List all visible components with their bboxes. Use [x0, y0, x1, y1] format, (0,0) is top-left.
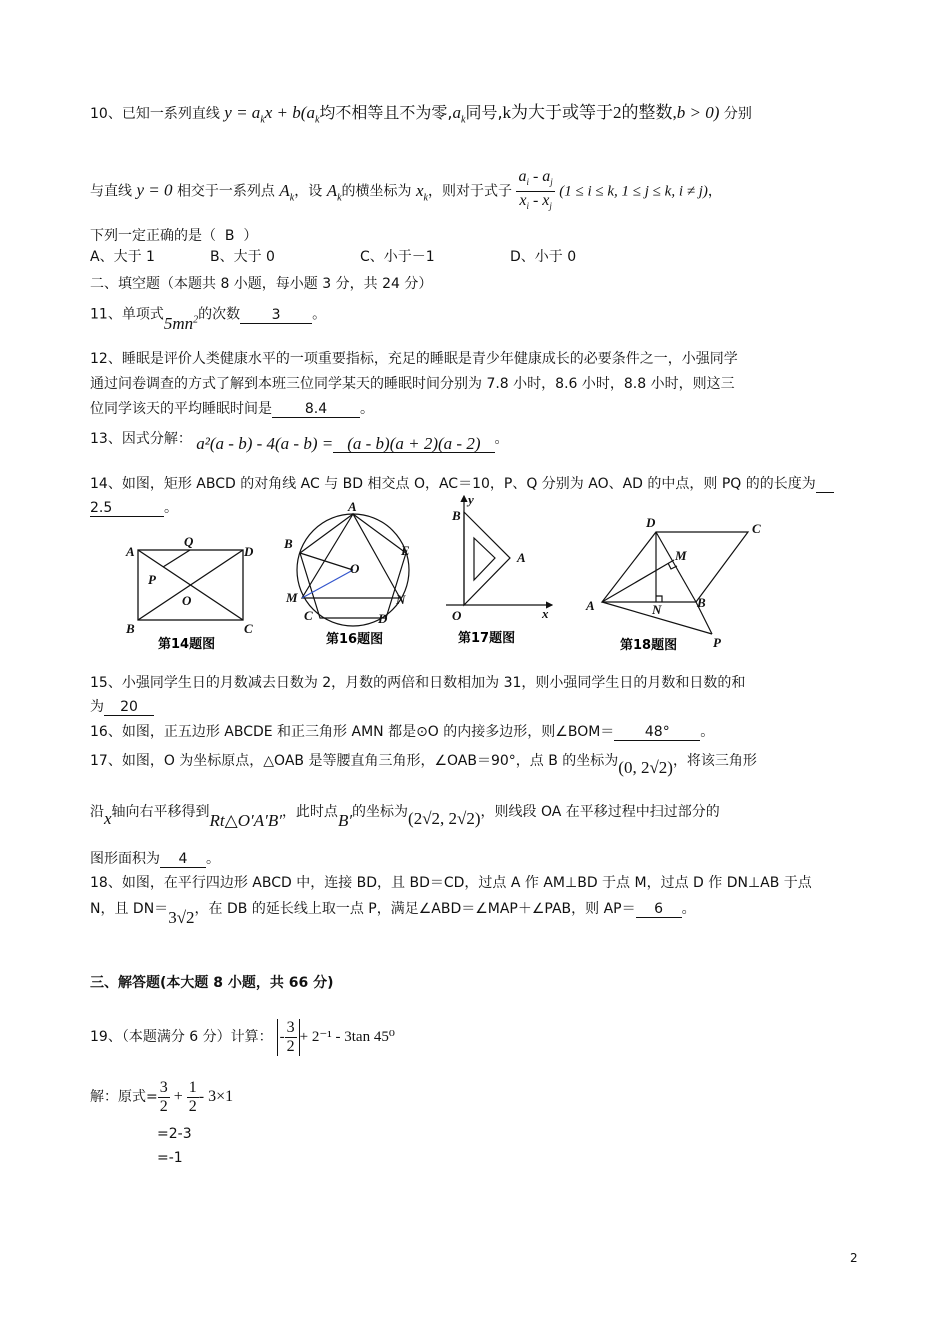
label-d: D [378, 611, 388, 626]
q17-answer: 4 [160, 851, 206, 868]
label-a: A [517, 550, 526, 565]
figure-18 [580, 510, 770, 655]
q19-abs-value: - $\frac{3}{2}$ [277, 1019, 300, 1056]
q10-cond2: 同号, [465, 103, 503, 122]
label-c: C [244, 621, 253, 636]
q17-b-new: (2√2, 2√2) [408, 809, 481, 828]
q19-solution: 解：原式= $\frac{3}{2}$ + $\frac{1}{2}$ - 3×1 [90, 1078, 234, 1115]
q16-answer: 48° [614, 724, 700, 741]
q15-line1: 15、小强同学生日的月数减去日数为 2，月数的两倍和日数相加为 31，则小强同学生日的月数和日数的和 [90, 675, 746, 691]
label-o: O [350, 561, 360, 576]
label-m: M [675, 548, 687, 563]
q12-line3: 位同学该天的平均睡眠时间是 8.4 。 [90, 401, 374, 417]
q11: 11、单项式$5mn^2$的次数 3 。 [90, 306, 327, 333]
q10-condition: 均不相等且不为零, [319, 103, 453, 122]
q16: 16、如图，正五边形 ABCDE 和正三角形 AMN 都是⊙O 的内接多边形，则∠BOM＝ 48° 。 [90, 724, 715, 740]
segment-bo [300, 553, 353, 570]
q10-b-pos: b > 0) [676, 103, 720, 122]
q10-line2-pre: 与直线 [90, 183, 132, 200]
q10-option-d: D、小于 0 [510, 249, 577, 265]
q10-answer: B [224, 228, 235, 244]
q17-triangle: Rt△O′A′B′ [209, 811, 282, 830]
q17-line1: 17、如图，O 为坐标原点，△OAB 是等腰直角三角形，∠OAB＝90°，点 B 的坐标为(0, 2√2)，将该三角形 [90, 753, 757, 777]
label-q: Q [184, 534, 194, 549]
q10-mid2: ，设 [294, 183, 323, 200]
label-d: D [244, 544, 254, 559]
label-o: O [182, 593, 192, 608]
q11-expr: $5mn^2$ [163, 313, 199, 333]
q19-expr-tail: + 2⁻¹ - 3tan 45⁰ [299, 1029, 395, 1045]
q15-line2: 为 20 [90, 697, 154, 717]
figure-14-caption: 第14题图 [158, 637, 216, 652]
label-a: A [586, 598, 595, 613]
q11-answer: 3 [240, 307, 312, 324]
figure-17-caption: 第17题图 [458, 631, 516, 646]
q10-option-b: B、大于 0 [210, 249, 275, 265]
figure-14 [120, 530, 270, 655]
label-n: N [652, 602, 662, 617]
q10-line1: 10、已知一系列直线 $y = a_kx + b(a_k$均不相等且不为零$,a_k$同号,k为大于或等于2的整数,b > 0) 分别 [90, 103, 752, 126]
label-e: E [401, 543, 410, 558]
figure-17 [440, 490, 570, 650]
q13-answer: (a - b)(a + 2)(a - 2) [333, 436, 494, 453]
q13-expr: a²(a - b) - 4(a - b) = [196, 434, 334, 453]
q10-prompt: 下列一定正确的是（ B ） [90, 228, 258, 244]
label-y: y [468, 492, 474, 507]
label-o: O [452, 608, 462, 623]
label-c: C [752, 521, 761, 536]
q18-line1: 18、如图，在平行四边形 ABCD 中，连接 BD，且 BD＝CD，过点 A 作 AM⊥BD 于点 M，过点 D 作 DN⊥AB 于点 [90, 875, 812, 891]
q10-range: (1 ≤ i ≤ k, 1 ≤ j ≤ k, i ≠ j) [559, 183, 708, 200]
label-a: A [126, 544, 135, 559]
q10-mid3: 的横坐标为 [341, 183, 412, 200]
q12-line2: 通过问卷调查的方式了解到本班三位同学某天的睡眠时间分别为 7.8 小时，8.6 小时，8.8 小时，则这三 [90, 376, 735, 392]
q14-line2: 2.5 。 [90, 500, 178, 516]
q10-fraction: $\frac{a_i - a_j}{x_i - x_j}$ [518, 168, 553, 212]
q17-line2: 沿x轴向右平移得到Rt△O′A′B′，此时点B′的坐标为(2√2, 2√2)，则线段 OA 在平移过程中扫过部分的 [90, 804, 720, 830]
label-d: D [646, 515, 656, 530]
q17-line3: 图形面积为 4 。 [90, 851, 220, 867]
q12-answer: 8.4 [272, 401, 360, 418]
q10-y0: y = 0 [136, 180, 173, 200]
q12-line1: 12、睡眠是评价人类健康水平的一项重要指标，充足的睡眠是青少年健康成长的必要条件之一，小强同学 [90, 351, 738, 367]
q18-line2: N，且 DN＝3√2，在 DB 的延长线上取一点 P，满足∠ABD＝∠MAP＋∠PAB，则 AP＝ 6 。 [90, 901, 696, 927]
q10-line-eq: $y = a_kx + b(a_k$ [224, 103, 320, 126]
q18-answer: 6 [636, 901, 682, 918]
label-b: B [697, 595, 706, 610]
q10-suffix: 分别 [723, 106, 752, 122]
page-number: 2 [850, 1251, 858, 1265]
q10-option-c: C、小于－1 [360, 249, 435, 265]
label-p: P [148, 572, 156, 587]
q18-dn: 3√2 [168, 908, 195, 927]
section-2-heading: 二、填空题（本题共 8 小题，每小题 3 分，共 24 分） [90, 276, 433, 292]
q10-k-int: k为大于或等于2的整数, [502, 103, 677, 122]
label-p: P [713, 635, 721, 650]
label-b: B [452, 508, 461, 523]
figure-18-caption: 第18题图 [620, 638, 678, 653]
label-m: M [286, 590, 298, 605]
segment-am [602, 560, 674, 602]
label-a: A [348, 499, 357, 514]
q10-Ak: $A_k$ [279, 180, 295, 204]
q10-option-a: A、大于 1 [90, 249, 155, 265]
figure-16-caption: 第16题图 [326, 632, 384, 647]
section-3-heading: 三、解答题(本大题 8 小题，共 66 分) [90, 975, 334, 991]
q14-answer: 2.5 [90, 500, 164, 517]
q17-b-coord: (0, 2√2) [618, 758, 673, 777]
q10-mid4: ，则对于式子 [427, 183, 512, 200]
label-b: B [284, 536, 293, 551]
figure-16 [278, 498, 428, 653]
label-x: x [542, 606, 549, 621]
label-n: N [396, 592, 406, 607]
triangle-oab [464, 512, 510, 605]
q19-step2: =2-3 [157, 1126, 192, 1142]
q14-line1: 14、如图，矩形 ABCD 的对角线 AC 与 BD 相交点 O，AC＝10，P、Q 分别为 AO、AD 的中点，则 PQ 的的长度为 [90, 474, 834, 494]
q10-mid1: 相交于一系列点 [176, 183, 275, 200]
q15-answer: 20 [104, 699, 154, 716]
segment-pq [163, 550, 190, 567]
q19: 19、（本题满分 6 分）计算： - $\frac{3}{2}$ + 2⁻¹ - 3tan 45⁰ [90, 1018, 395, 1055]
q10-line2: 与直线 y = 0 相交于一系列点 $A_k$，设 $A_k$的横坐标为 $x_k$，则对于式子 $\frac{a_i - a_j}{x_i - x_j}$ (1 ≤ i ≤ k, 1 ≤ j ≤ k, i ≠ j)， [90, 168, 722, 215]
q19-step3: =-1 [157, 1150, 183, 1166]
q10-intro: 10、已知一系列直线 [90, 106, 220, 122]
q10-options [90, 247, 576, 267]
q13: 13、因式分解： a²(a - b) - 4(a - b) = (a - b)(a + 2)(a - 2) 。 [90, 431, 509, 453]
label-c: C [304, 608, 313, 623]
label-b: B [126, 621, 135, 636]
inner-triangle [474, 538, 495, 580]
